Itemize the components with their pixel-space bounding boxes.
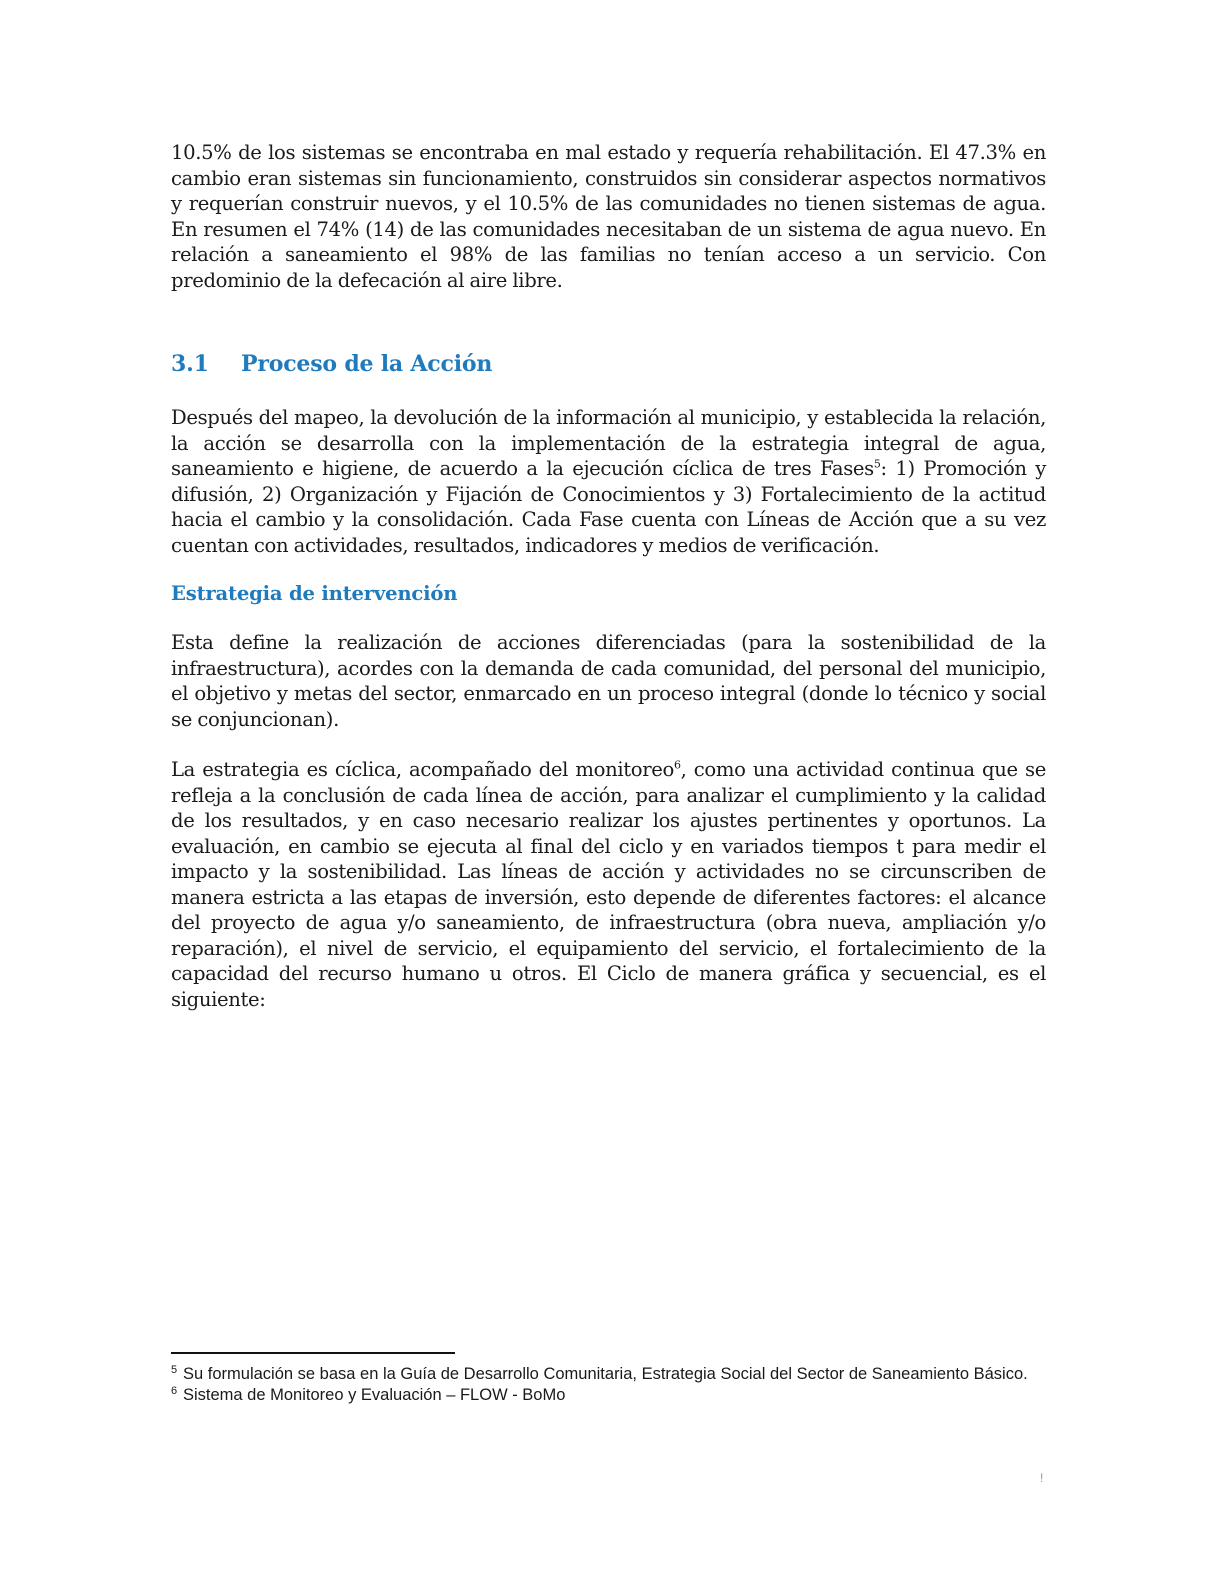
section-number: 3.1 [171,351,209,377]
subsection-heading: Estrategia de intervención [171,582,458,605]
subsection-paragraph-2-text-cont: , como una actividad continua que se refleja a la conclusión de cada línea de acción, para analizar el cumplimiento y la calidad de los resultados, y en caso necesario realizar los ajustes pertinentes y oportunos. La evaluación, en cambio se ejecuta al final del ciclo y en variados tiempos t para medir el impacto y la sostenibilidad. Las líneas de acción y actividades no se circunscriben de manera estricta a las etapas de inversión, esto depende de diferentes factores: el alcance del proyecto de agua y/o saneamiento, de infraestructura (obra nueva, ampliación y/o reparación), el nivel de servicio, el equipamiento del servicio, el fortalecimiento de la capacidad del recurso humano u otros. El Ciclo de manera gráfica y secuencial, es el siguiente: [171,758,1047,1011]
footnote-ref-5[interactable]: 5 [873,457,881,471]
footnote-text: Su formulación se basa en la Guía de Desarrollo Comunitaria, Estrategia Social del Sector de Saneamiento Básico. [183,1365,1028,1383]
subsection-paragraph-1: Esta define la realización de acciones diferenciadas (para la sostenibilidad de la infraestructura), acordes con la demanda de cada comunidad, del personal del municipio, el objetivo y metas del sector, enmarcado en un proceso integral (donde lo técnico y social se conjuncionan). [171,631,1046,731]
section-heading [171,351,1046,377]
section-paragraph-text: Después del mapeo, la devolución de la información al municipio, y establecida la relación, la acción se desarrolla con la implementación de la estrategia integral de agua, saneamiento e higiene, de acuerdo a la ejecución cíclica de tres Fases [171,406,1046,480]
section-paragraph-text-cont: : 1) Promoción y difusión, 2) Organización y Fijación de Conocimientos y 3) Fortalecimiento de la actitud hacia el cambio y la consolidación. Cada Fase cuenta con Líneas de Acción que a su vez cuentan con actividades, resultados, indicadores y medios de verificación. [171,457,1046,557]
page-number: ! [1040,1471,1044,1485]
footnote-mark: 6 [171,1385,178,1397]
footnote-5 [171,1364,1046,1385]
intro-paragraph: 10.5% de los sistemas se encontraba en mal estado y requería rehabilitación. El 47.3% en cambio eran sistemas sin funcionamiento, construidos sin considerar aspectos normativos y requerían construir nuevos, y el 10.5% de las comunidades no tienen sistemas de agua. En resumen el 74% (14) de las comunidades necesitaban de un sistema de agua nuevo. En relación a saneamiento el 98% de las familias no tenían acceso a un servicio. Con predominio de la defecación al aire libre. [171,141,1046,292]
subsection-paragraph-2-text: La estrategia es cíclica, acompañado del monitoreo [171,758,674,781]
section-paragraph [171,405,1046,558]
section-title: Proceso de la Acción [241,351,493,377]
footnotes [171,1364,1046,1406]
footnote-6 [171,1385,1046,1406]
footnote-separator [171,1352,455,1354]
subsection-paragraph-2 [171,757,1046,1012]
footnote-mark: 5 [171,1364,178,1376]
footnote-text: Sistema de Monitoreo y Evaluación – FLOW - BoMo [183,1386,566,1404]
document-page [171,140,1046,1012]
footnote-ref-6[interactable]: 6 [673,758,681,772]
